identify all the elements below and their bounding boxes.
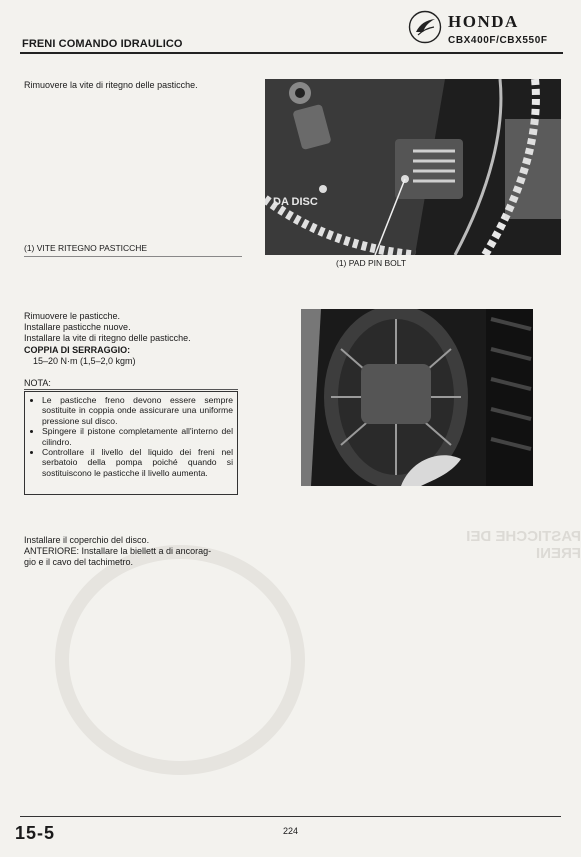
- photo-caliper-bolt: [265, 79, 561, 255]
- caption-rule: [24, 256, 242, 257]
- header-rule: [20, 52, 563, 54]
- note-box: [24, 391, 238, 495]
- step2-line-2: Installare pasticche nuove.: [24, 322, 131, 333]
- bleed-through-circle: [55, 545, 305, 775]
- step3-line-1: Installare il coperchio del disco.: [24, 535, 150, 545]
- wheel-photo-illustration: [301, 309, 533, 486]
- document-page-number: 224: [283, 826, 299, 836]
- photo-callout-label: (1) PAD PIN BOLT: [336, 258, 407, 268]
- note-rule: [24, 389, 238, 390]
- caliper-photo-illustration: [265, 79, 561, 255]
- note-item-1: • Le pasticche freno devono essere sempre sostituite in coppia onde assicurare una uniforme pressione sul disco.: [42, 395, 233, 426]
- page-number: 15-5: [15, 823, 56, 843]
- note-label: NOTA:: [24, 378, 51, 388]
- honda-wing-logo: [408, 10, 442, 44]
- step2-line-3: Installare la vite di ritegno delle pasticche.: [24, 333, 191, 344]
- left-callout-label: (1) VITE RITEGNO PASTICCHE: [24, 243, 148, 253]
- section-title: FRENI COMANDO IDRAULICO: [22, 38, 183, 50]
- step2-text: [24, 311, 244, 367]
- step3-line-2: ANTERIORE: Installare la biellett a di ancorag-: [24, 546, 212, 557]
- footer-rule: [20, 816, 561, 817]
- step3-text: [24, 535, 254, 569]
- torque-value: 15–20 N·m (1,5–2,0 kgm): [33, 355, 136, 366]
- step2-line-1: Rimuovere le pasticche.: [24, 311, 121, 321]
- model-name: CBX400F/CBX550F: [448, 35, 548, 46]
- photo-wheel-pads: [301, 309, 533, 486]
- note-item-2: • Spingere il pistone completamente all'interno del cilindro.: [42, 426, 233, 447]
- bleed-through-heading: PASTICCHE DEI FRENI: [466, 528, 581, 562]
- note-item-3: • Controllare il livello del liquido dei freni nel serbatoio della pompa poiché quando si sostituiscono le pasticche il livello aumenta.: [42, 447, 233, 478]
- brand-name: HONDA: [448, 12, 519, 31]
- torque-title: COPPIA DI SERRAGGIO:: [24, 344, 131, 355]
- photo-engraved-text: DA DISC: [273, 196, 318, 208]
- step3-line-3: gio e il cavo del tachimetro.: [24, 557, 134, 568]
- step1-instruction: Rimuovere la vite di ritegno delle pasticche.: [24, 80, 198, 90]
